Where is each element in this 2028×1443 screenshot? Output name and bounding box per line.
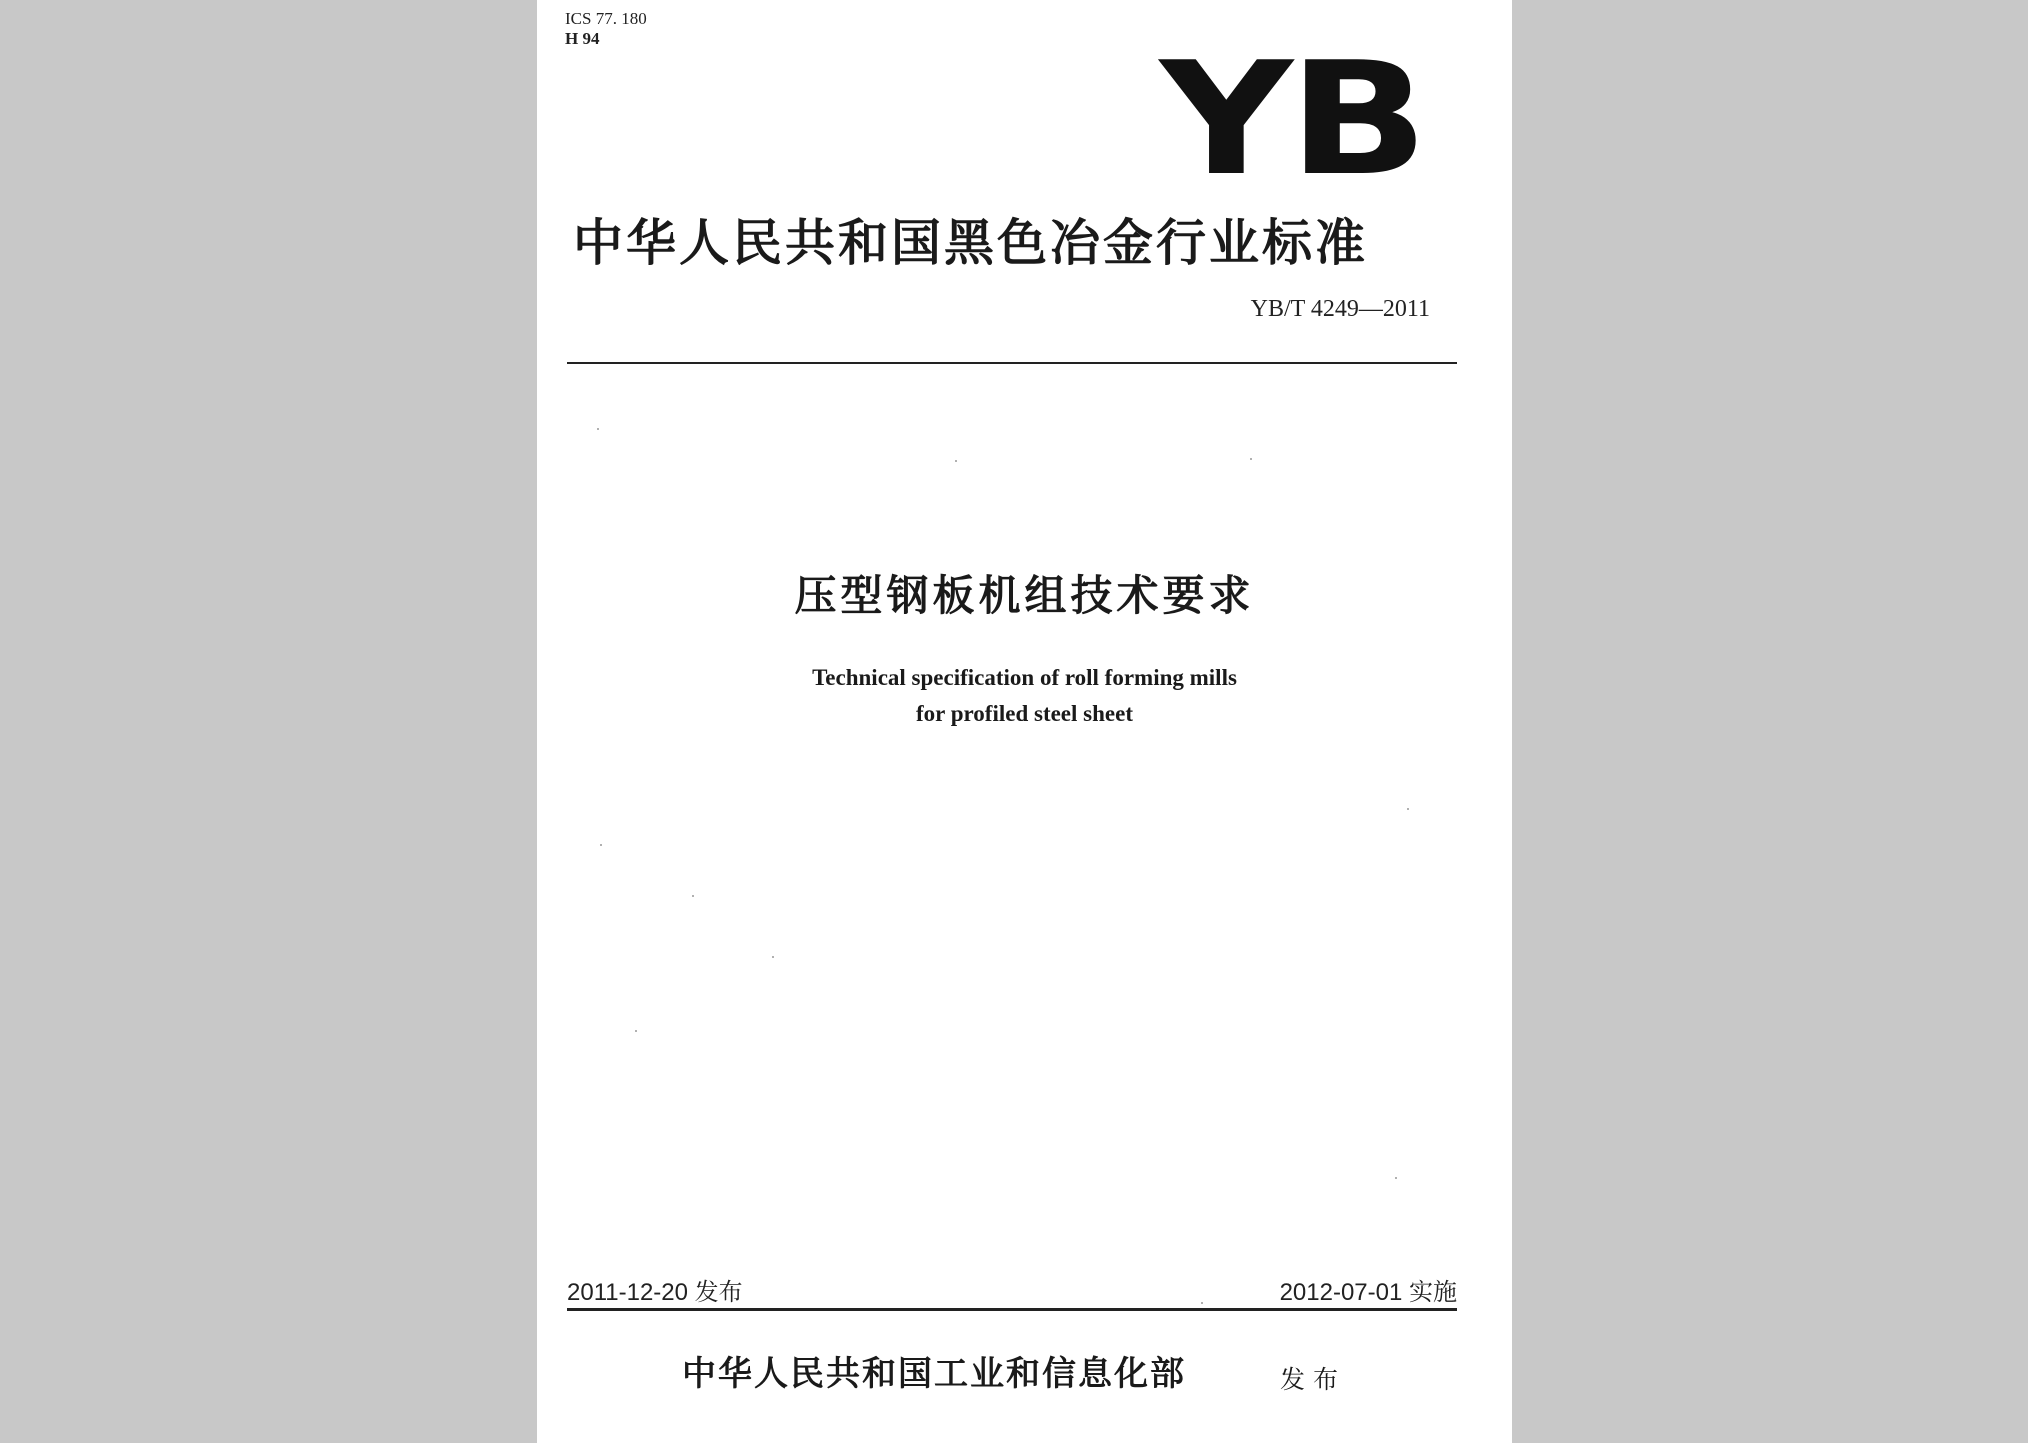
issue-date: 2011-12-20 发布 [567, 1279, 743, 1306]
classification-block [565, 9, 647, 49]
ccs-code: H 94 [565, 29, 600, 48]
document-page [537, 0, 1512, 1443]
publisher: 中华人民共和国工业和信息化部 [682, 1354, 1186, 1394]
scan-speck [1250, 458, 1252, 460]
scan-speck [1395, 1177, 1397, 1179]
scan-speck [1407, 808, 1409, 810]
implement-date: 2012-07-01 实施 [1279, 1279, 1457, 1306]
document-title-cn: 压型钢板机组技术要求 [794, 571, 1255, 620]
header-divider [567, 362, 1457, 364]
footer-divider [567, 1308, 1457, 1311]
scan-speck [772, 956, 774, 958]
scan-speck [635, 1030, 637, 1032]
yb-logo: YB [1159, 28, 1424, 210]
standard-code: YB/T 4249—2011 [1250, 296, 1430, 322]
scan-speck [600, 844, 602, 846]
document-title-en-line2: for profiled steel sheet [916, 701, 1133, 726]
scan-speck [1201, 1302, 1203, 1304]
document-title-en-line1: Technical specification of roll forming mills [812, 665, 1237, 690]
standard-title: 中华人民共和国黑色冶金行业标准 [573, 214, 1368, 272]
scan-speck [597, 428, 599, 430]
publish-label: 发布 [1280, 1365, 1347, 1394]
scan-speck [692, 895, 694, 897]
ics-code: ICS 77. 180 [565, 9, 647, 28]
dates-row [567, 1278, 1457, 1308]
document-title-en [537, 660, 1512, 732]
scan-speck [955, 460, 957, 462]
